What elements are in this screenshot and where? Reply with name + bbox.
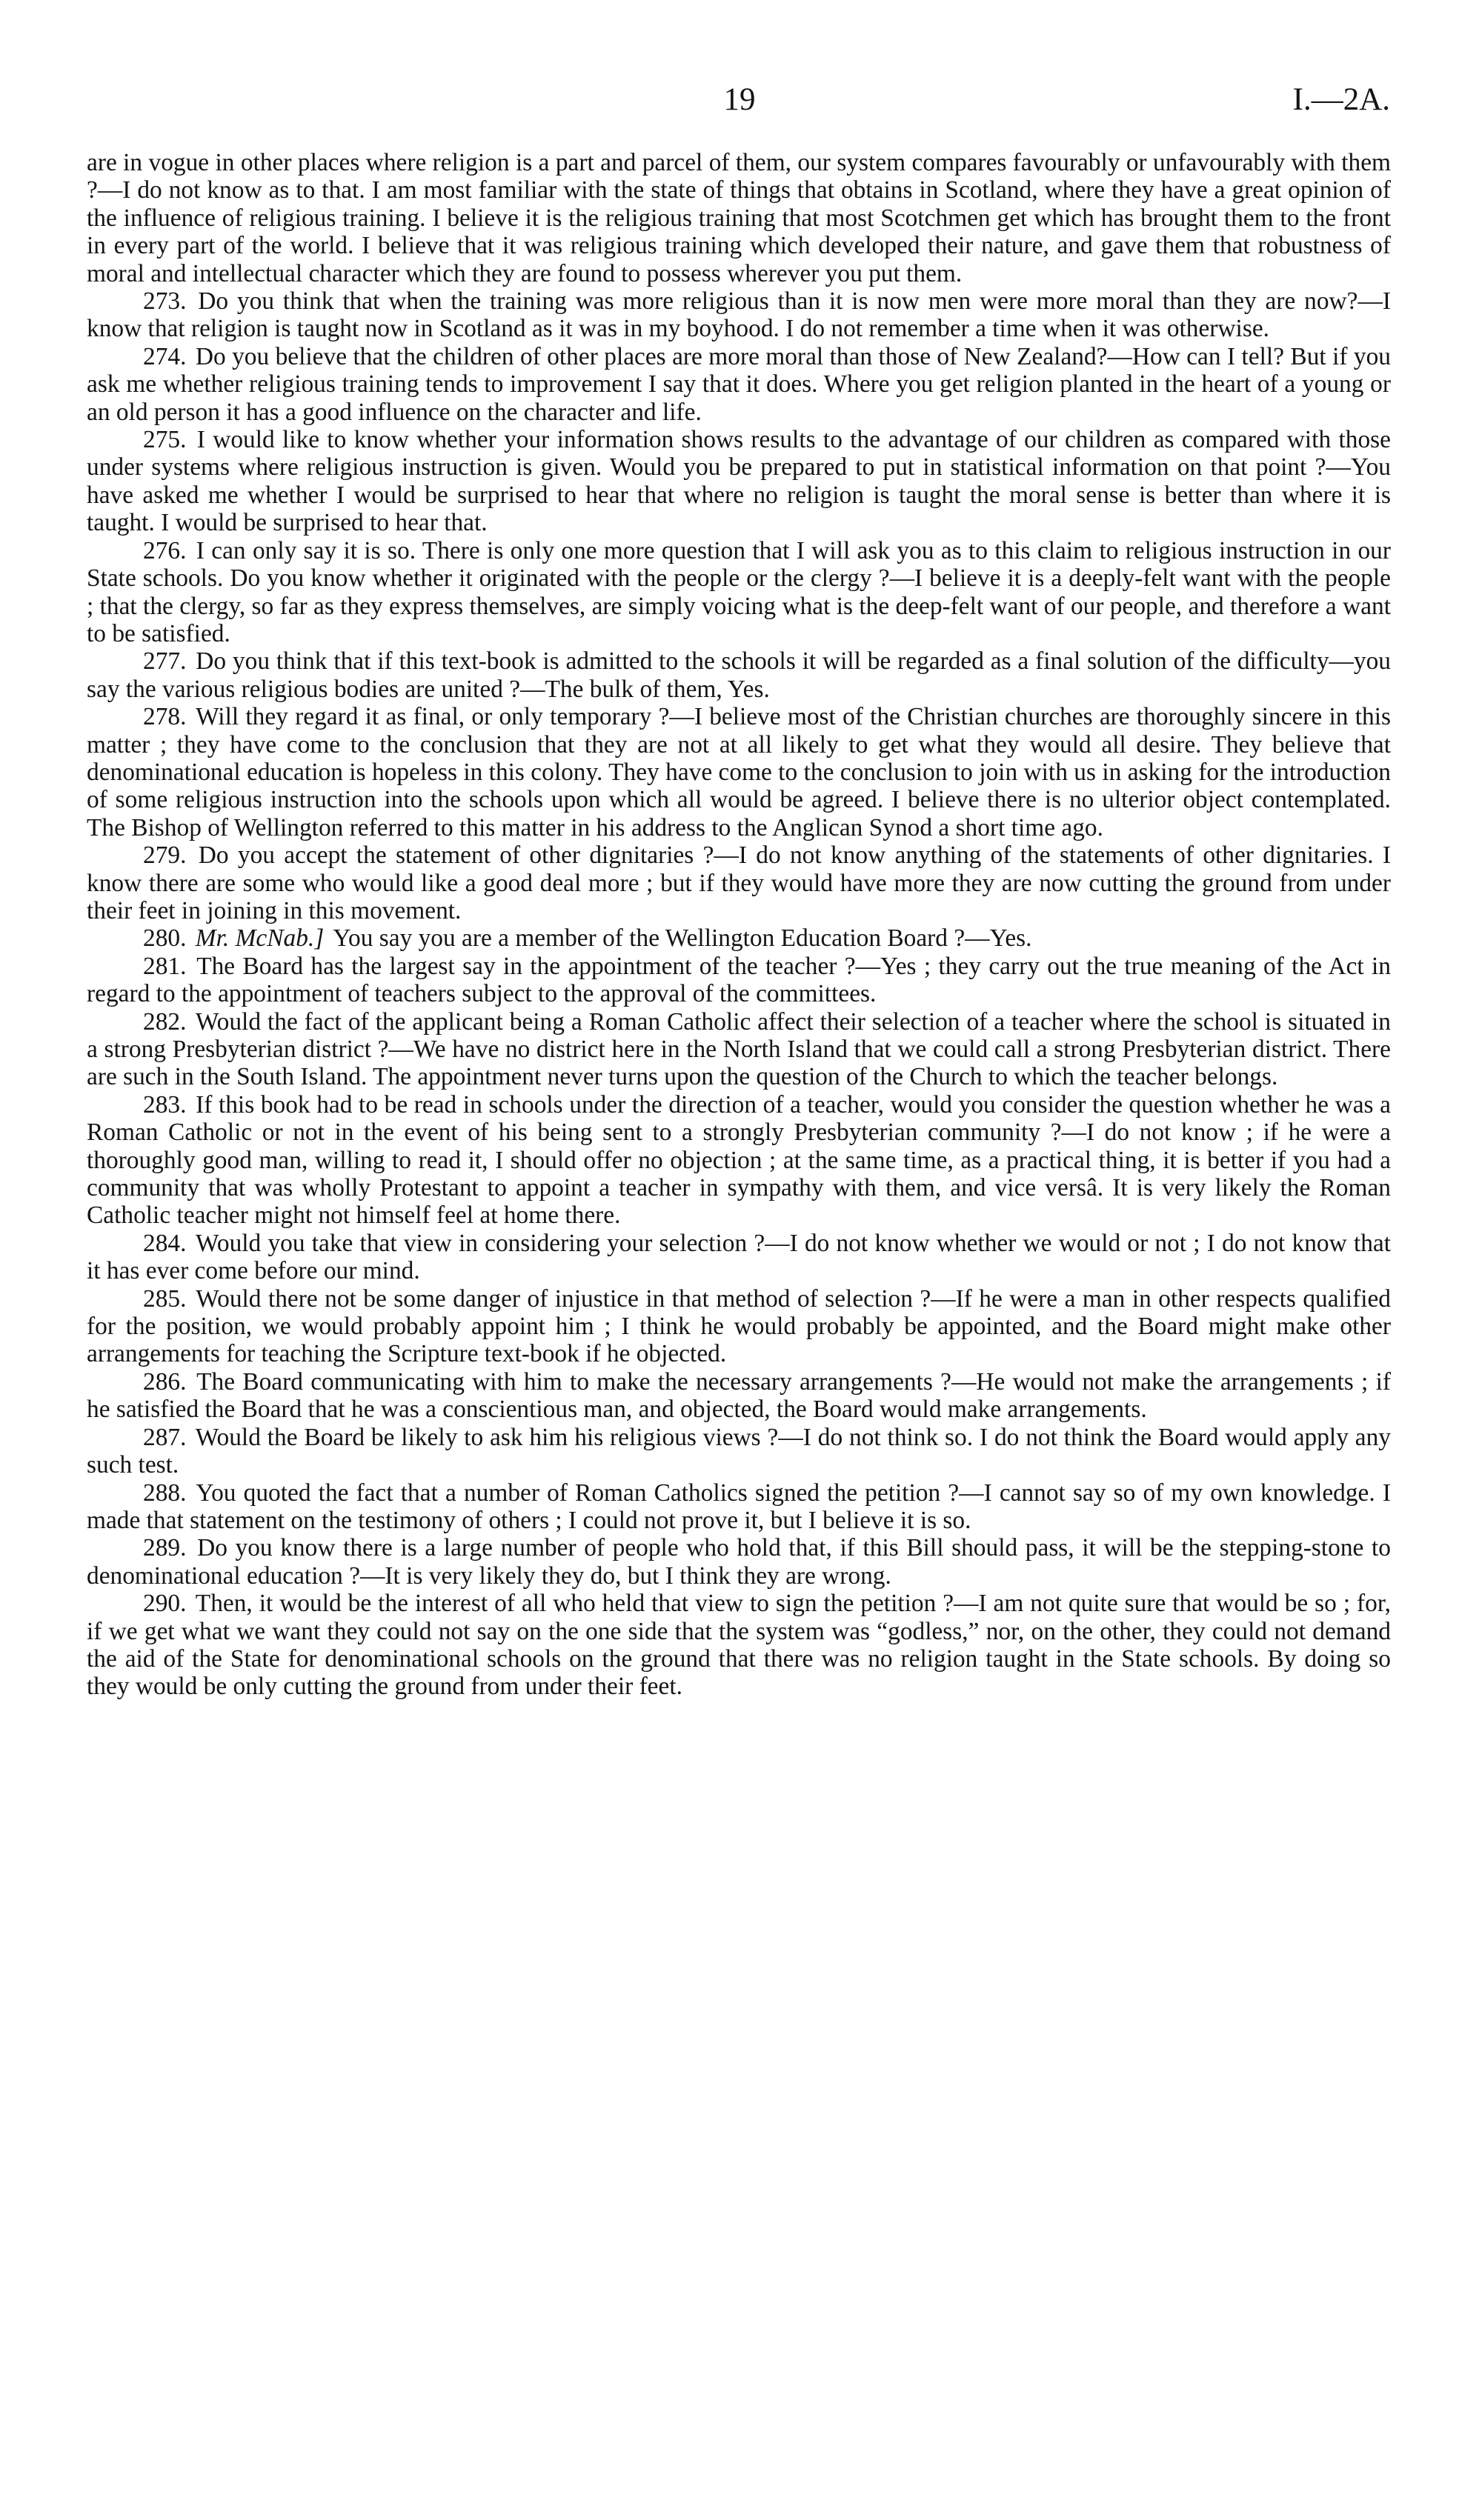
question-text: Would the Board be likely to ask him his religious views ? xyxy=(195,1423,779,1451)
qa-paragraph xyxy=(87,1534,1391,1590)
question-number: 279. xyxy=(143,841,187,870)
answer-text: —If he were a man in other respects qualified for the position, we would probably appoint him ; I think he would probably be appointed, and the Board might make other arrangements for teaching the Scripture text-book if he objected. xyxy=(87,1284,1391,1368)
answer-text: —I do not know ; if he were a thoroughly good man, willing to read it, I should offer no objection ; at the same time, as a practical thing, it is better if you had a community that was wholly Protestant to appoint a teacher in sympathy with them, and vice versâ. It is very likely the Roman Catholic teacher might not himself feel at home there. xyxy=(87,1119,1391,1230)
question-number: 278. xyxy=(143,703,187,731)
qa-paragraph xyxy=(87,537,1391,648)
answer-text: —Yes. xyxy=(965,924,1032,953)
question-text: The Board has the largest say in the appointment of the teacher ? xyxy=(196,952,856,980)
question-number: 290. xyxy=(143,1590,187,1618)
qa-paragraph xyxy=(87,1230,1391,1285)
answer-text: —Yes ; they carry out the true meaning of the Act in regard to the appointment of teachers subject to the approval of the committees. xyxy=(87,952,1392,1008)
question-text: Do you believe that the children of other places are more moral than those of New Zealand? xyxy=(195,342,1108,370)
answer-text: —I do not think so. I do not think the Board would apply any such test. xyxy=(87,1423,1391,1479)
qa-paragraph xyxy=(87,1008,1391,1091)
qa-paragraph xyxy=(87,343,1391,426)
question-number: 283. xyxy=(143,1090,187,1119)
question-text: Would there not be some danger of injustice in that method of selection ? xyxy=(196,1284,931,1313)
question-text: I can only say it is so. There is only one more question that I will ask you as to this claim to religious instruction in our State schools. Do you know whether it originated with the people or the clergy ? xyxy=(87,536,1391,593)
answer-text: —We have no district here in the North Island that we could call a strong Presbyterian district. There are such in the South Island. The appointment never turns upon the question of the Church to which the teacher belongs. xyxy=(87,1036,1391,1091)
answer-text: —It is very likely they do, but I think they are wrong. xyxy=(360,1561,891,1590)
document-body xyxy=(87,149,1391,1701)
answer-text: —I do not know anything of the statements of other dignitaries. I know there are some who would like a good deal more ; but if they would have more they are now cutting the ground from under their feet in joining in this movement. xyxy=(87,841,1391,924)
question-number: 276. xyxy=(143,536,187,564)
question-number: 273. xyxy=(143,287,187,316)
question-number: 280. xyxy=(143,924,187,953)
answer-text: —The bulk of them, Yes. xyxy=(520,675,770,703)
qa-paragraph xyxy=(87,1424,1391,1479)
question-number: 284. xyxy=(143,1229,187,1257)
question-text: Would you take that view in considering your selection ? xyxy=(196,1229,765,1257)
qa-paragraph xyxy=(87,924,1391,952)
question-text: Do you think that if this text-book is admitted to the schools it will be regarded as a final solution of the difficulty—you say the various religious bodies are united ? xyxy=(87,647,1391,703)
question-text: I would like to know whether your information shows results to the advantage of our children as compared with those under systems where religious instruction is given. Would you be prepared to put in statistical information on that point ? xyxy=(87,426,1391,481)
answer-text: —You have asked me whether I would be surprised to hear that where no religion is taught the moral sense is better than where it is taught. I would be surprised to hear that. xyxy=(87,453,1391,537)
answer-text: —I believe it is a deeply-felt want with the people ; that the clergy, so far as they express themselves, are simply voicing what is the deep-felt want of our people, and therefore a want to be satisfied. xyxy=(87,564,1392,647)
answer-text: —I am not quite sure that would be so ; for, if we get what we want they could not say on the one side that the system was “godless,” nor, on the other, they could not demand the aid of the State for denominational schools on the ground that there was no religion taught in the State schools. By doing so they would be only cutting the ground from under their feet. xyxy=(87,1590,1391,1701)
question-text: Do you accept the statement of other dignitaries ? xyxy=(198,841,714,870)
qa-paragraph xyxy=(87,841,1391,924)
answer-text: —I do not know whether we would or not ; I do not know that it has ever come before our mind. xyxy=(87,1229,1392,1285)
question-number: 285. xyxy=(143,1284,187,1313)
question-number: 287. xyxy=(143,1423,187,1451)
question-answer-list xyxy=(87,287,1391,1701)
qa-paragraph xyxy=(87,1091,1391,1230)
question-text: The Board communicating with him to make the necessary arrangements ? xyxy=(196,1367,951,1396)
speaker-label: Mr. McNab.] xyxy=(195,924,325,953)
answer-text: —How can I tell? But if you ask me whether religious training tends to improvement I say that it does. Where you get religion planted in the heart of a young or an old person it has a good influence on the character and life. xyxy=(87,342,1392,426)
qa-paragraph xyxy=(87,1479,1391,1535)
answer-text: —I know that religion is taught now in Scotland as it was in my boyhood. I do not remember a time when it was otherwise. xyxy=(87,287,1391,343)
paper-reference: I.—2A. xyxy=(1292,82,1390,117)
question-text: Then, it would be the interest of all who held that view to sign the petition ? xyxy=(195,1590,954,1618)
question-number: 281. xyxy=(143,952,187,980)
question-text: You quoted the fact that a number of Roman Catholics signed the petition ? xyxy=(196,1479,960,1507)
opening-paragraph: are in vogue in other places where religion is a part and parcel of them, our system compares favourably or unfavourably with them ?—I do not know as to that. I am most familiar with the state of things that obtains in Scotland, where they have a great opinion of the influence of religious training. I believe it is the religious training that most Scotchmen get which has brought them to the front in every part of the world. I believe that it was religious training which developed their nature, and gave them that robustness of moral and intellectual character which they are found to possess wherever you put them. xyxy=(87,149,1391,287)
question-text: Would the fact of the applicant being a Roman Catholic affect their selection of a teacher where the school is situated in a strong Presbyterian district ? xyxy=(87,1007,1391,1063)
qa-paragraph xyxy=(87,647,1391,703)
qa-paragraph xyxy=(87,953,1391,1008)
question-text: You say you are a member of the Wellington Education Board ? xyxy=(333,924,965,953)
qa-paragraph xyxy=(87,1285,1391,1368)
question-text: Do you know there is a large number of people who hold that, if this Bill should pass, it will be the stepping-stone to denominational education ? xyxy=(87,1534,1391,1590)
answer-text: —I believe most of the Christian churches are thoroughly sincere in this matter ; they have come to the conclusion that they are not at all likely to get what they would all desire. They believe that denominational education is hopeless in this colony. They have come to the conclusion to join with us in asking for the introduction of some religious instruction into the schools upon which all would be agreed. I believe there is no ulterior object contemplated. The Bishop of Wellington referred to this matter in his address to the Anglican Synod a short time ago. xyxy=(87,703,1391,841)
question-number: 274. xyxy=(143,342,187,370)
question-text: If this book had to be read in schools under the direction of a teacher, would you consider the question whether he was a Roman Catholic or not in the event of his being sent to a strongly Presbyterian community ? xyxy=(87,1090,1392,1147)
question-text: Will they regard it as final, or only temporary ? xyxy=(196,703,670,731)
question-text: Do you think that when the training was more religious than it is now men were more moral than they are now? xyxy=(198,287,1358,316)
answer-text: —He would not make the arrangements ; if he satisfied the Board that he was a conscientious man, and objected, the Board would make arrangements. xyxy=(87,1367,1392,1424)
question-number: 275. xyxy=(143,426,187,454)
qa-paragraph xyxy=(87,1368,1391,1424)
question-number: 282. xyxy=(143,1007,187,1036)
qa-paragraph xyxy=(87,426,1391,537)
qa-paragraph xyxy=(87,287,1391,343)
question-number: 289. xyxy=(143,1534,187,1562)
question-number: 286. xyxy=(143,1367,187,1396)
question-number: 277. xyxy=(143,647,187,676)
qa-paragraph xyxy=(87,703,1391,841)
page-number: 19 xyxy=(723,82,756,117)
qa-paragraph xyxy=(87,1590,1391,1701)
answer-text: —I cannot say so of my own knowledge. I made that statement on the testimony of others ; I could not prove it, but I believe it is so. xyxy=(87,1479,1391,1534)
question-number: 288. xyxy=(143,1479,187,1507)
